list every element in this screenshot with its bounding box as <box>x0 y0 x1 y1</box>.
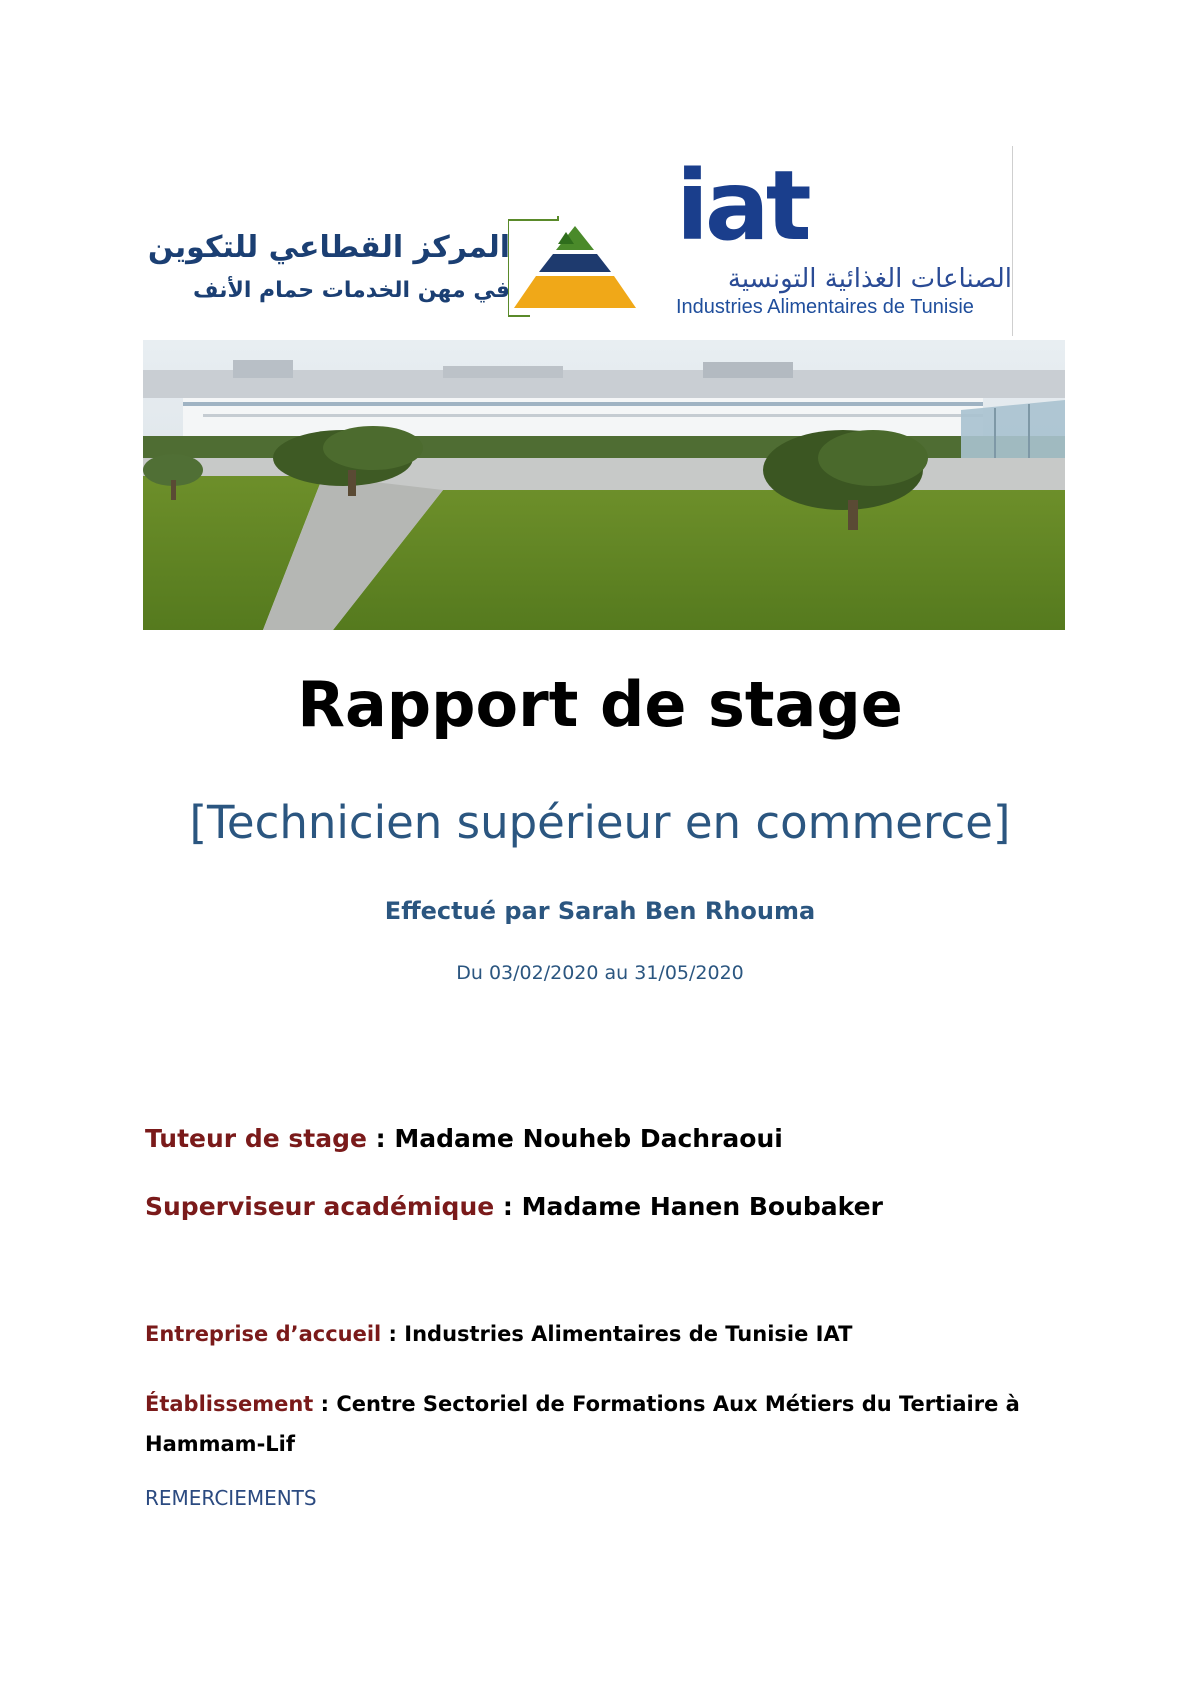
report-title: Rapport de stage <box>297 668 903 741</box>
report-author: Effectué par Sarah Ben Rhouma <box>384 897 816 925</box>
school-row <box>145 1384 1020 1464</box>
internship-dates: Du 03/02/2020 au 31/05/2020 <box>456 962 744 984</box>
school-label: Établissement <box>145 1392 314 1416</box>
acknowledgements-heading: REMERCIEMENTS <box>145 1486 317 1510</box>
supervisor-value: : Madame Hanen Boubaker <box>494 1192 883 1221</box>
school-value: : Centre Sectoriel de Formations Aux Métiers du Tertiaire à <box>313 1392 1020 1416</box>
school-value-continued: Hammam-Lif <box>145 1432 295 1456</box>
company-value: : Industries Alimentaires de Tunisie IAT <box>381 1322 853 1346</box>
iat-name-arabic: الصناعات الغذائية التونسية <box>727 264 1012 294</box>
iat-name-french: Industries Alimentaires de Tunisie <box>676 296 974 318</box>
training-center-logo <box>147 200 510 320</box>
center-location-arabic: في مهن الخدمات حمام الأنف <box>193 278 510 303</box>
iat-logo <box>672 150 1012 328</box>
company-label: Entreprise d’accueil <box>145 1322 382 1346</box>
tutor-value: : Madame Nouheb Dachraoui <box>366 1124 783 1153</box>
header-divider <box>1012 146 1013 336</box>
iat-wordmark: iat <box>676 150 808 262</box>
tutor-row <box>145 1124 783 1153</box>
report-subtitle: [Technicien supérieur en commerce] <box>189 796 1011 849</box>
supervisor-label: Superviseur académique <box>145 1192 495 1221</box>
company-site-photo <box>143 340 1065 630</box>
pyramid-logo-icon <box>508 216 642 320</box>
tutor-label: Tuteur de stage <box>145 1124 367 1153</box>
supervisor-row <box>145 1192 883 1221</box>
center-name-arabic: المركز القطاعي للتكوين <box>147 230 510 265</box>
company-row <box>145 1322 852 1346</box>
